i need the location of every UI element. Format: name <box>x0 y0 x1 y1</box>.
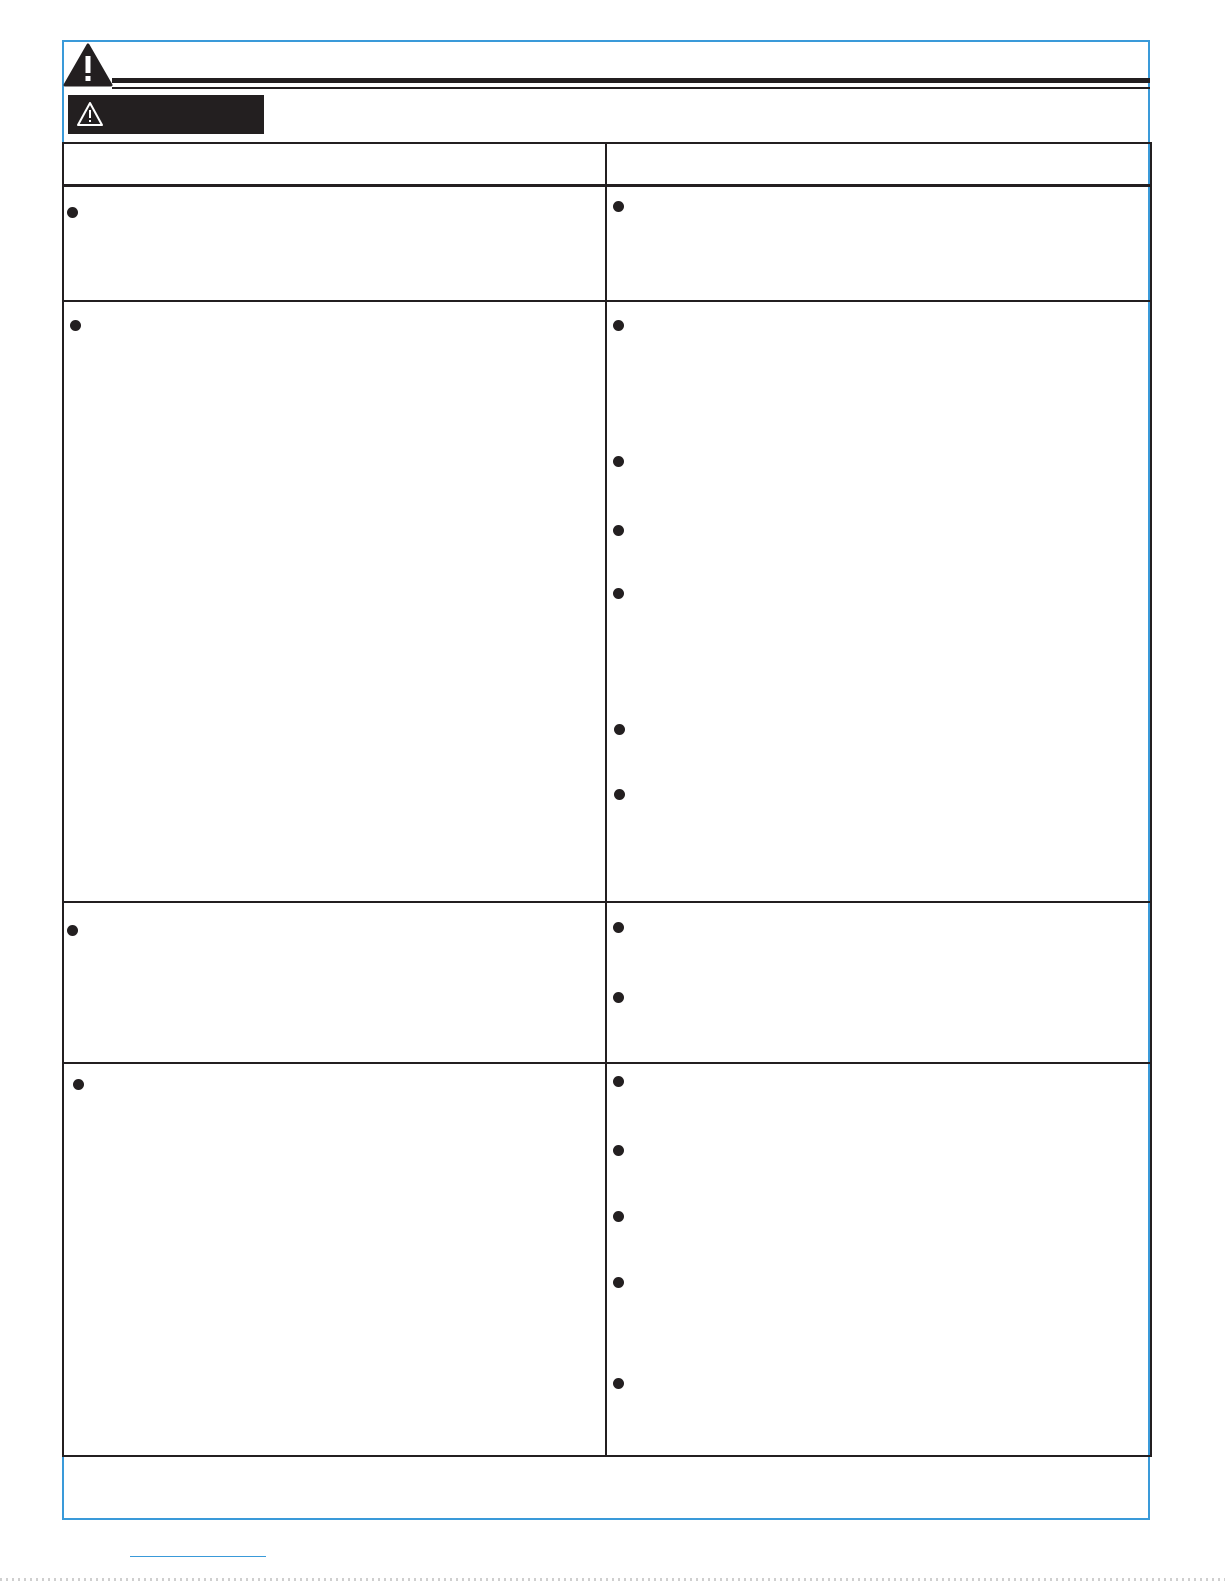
bullet-marker <box>613 1145 624 1156</box>
bullet-marker <box>614 789 625 800</box>
bullet-marker <box>613 525 624 536</box>
footer-rule <box>130 1556 266 1557</box>
bullet-marker <box>70 320 81 331</box>
bullet-marker <box>73 1079 84 1090</box>
column-divider <box>605 143 607 1456</box>
header-row-divider <box>62 184 1152 187</box>
bullet-marker <box>613 456 624 467</box>
header-rule <box>112 78 1150 83</box>
bullet-marker <box>67 925 78 936</box>
row-divider <box>62 901 1152 903</box>
header-rule-thin <box>112 87 1150 89</box>
bullet-marker <box>613 992 624 1003</box>
row-divider <box>62 1062 1152 1064</box>
row-divider <box>62 300 1152 302</box>
warning-triangle-icon <box>76 101 104 127</box>
bullet-marker <box>613 1211 624 1222</box>
bullet-marker <box>613 320 624 331</box>
bullet-marker <box>67 207 78 218</box>
bullet-marker <box>613 922 624 933</box>
bullet-marker <box>614 724 625 735</box>
warning-triangle-icon <box>62 42 114 88</box>
bullet-marker <box>613 588 624 599</box>
footer-dotted-rule <box>0 1578 1225 1581</box>
safety-table <box>62 142 1152 1457</box>
bullet-marker <box>613 201 624 212</box>
bullet-marker <box>613 1076 624 1087</box>
bullet-marker <box>613 1277 624 1288</box>
bullet-marker <box>613 1378 624 1389</box>
